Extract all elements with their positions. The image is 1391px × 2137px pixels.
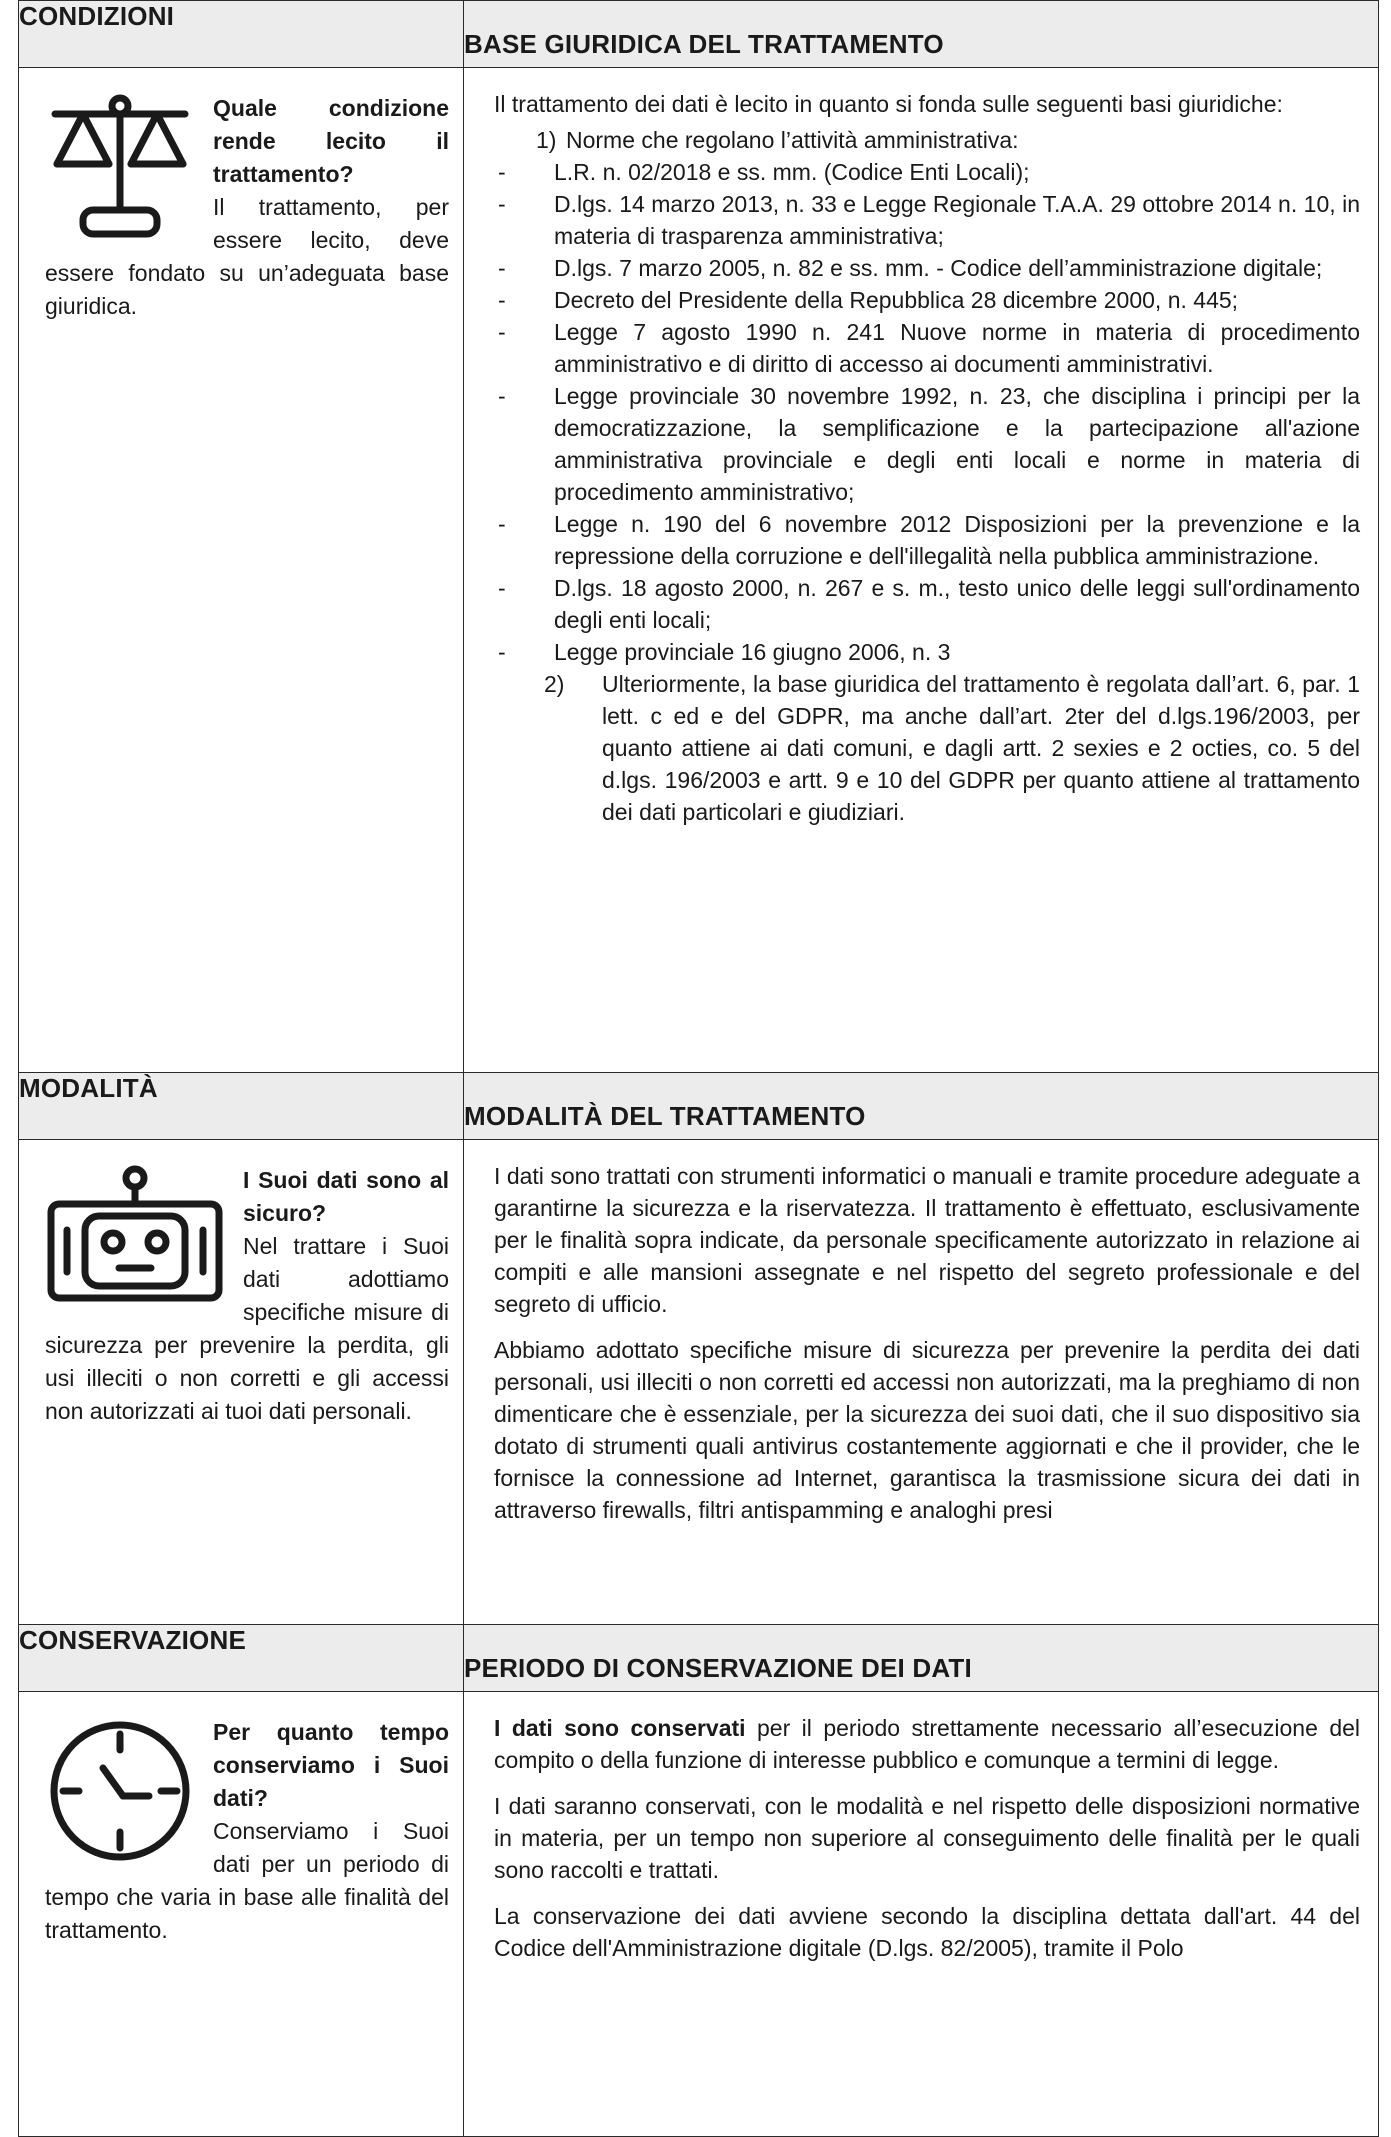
clock-icon bbox=[45, 1716, 195, 1875]
condizioni-question: Quale condizione rende lecito il trattamento? bbox=[213, 95, 449, 187]
conservazione-paragraph-1 bbox=[494, 1712, 1360, 1776]
periodo-conservazione-cell bbox=[464, 1692, 1378, 1998]
law-item: - D.lgs. 14 marzo 2013, n. 33 e Legge Regionale T.A.A. 29 ottobre 2014 n. 10, in materia di trasparenza amministrativa; bbox=[494, 188, 1360, 252]
robot-icon bbox=[45, 1164, 225, 1313]
list-number: 1) bbox=[536, 127, 557, 153]
conservazione-question: Per quanto tempo conserviamo i Suoi dati? bbox=[213, 1719, 449, 1811]
law-item: - D.lgs. 7 marzo 2005, n. 82 e ss. mm. - Codice dell’amministrazione digitale; bbox=[494, 252, 1360, 284]
list-number: 2) bbox=[544, 671, 565, 697]
conservazione-cell bbox=[19, 1692, 463, 2136]
modalita-paragraph-2: Abbiamo adottato specifiche misure di sicurezza per prevenire la perdita dei dati personali, usi illeciti o non corretti ed accessi non autorizzati, ma la preghiamo di non dimenticare che è essenziale, per la sicurezza dei suoi dati, che il suo dispositivo sia dotato di strumenti quali antivirus costantemente aggiornati e che il provider, che le fornisce la connessione ad Internet, garantisca la trasmissione sicura dei dati in attraverso firewalls, filtri antispamming e analoghi presi bbox=[494, 1337, 1360, 1523]
law-item: - L.R. n. 02/2018 e ss. mm. (Codice Enti Locali); bbox=[494, 156, 1360, 188]
condizioni-answer: Il trattamento, per essere lecito, deve essere fondato su un’adeguata base giuridica. bbox=[45, 194, 449, 319]
base-giuridica-list-2 bbox=[494, 668, 1360, 828]
conservazione-bold-lead: I dati sono conservati bbox=[494, 1715, 746, 1741]
modalita-answer: Nel trattare i Suoi dati adottiamo specifiche misure di sicurezza per prevenire la perdita, gli usi illeciti o non corretti e gli accessi non autorizzati ai tuoi dati personali. bbox=[45, 1233, 449, 1424]
list-item bbox=[494, 124, 1360, 156]
list-item bbox=[494, 668, 1360, 828]
list-item-text: Norme che regolano l’attività amministrativa: bbox=[566, 127, 1019, 153]
conservazione-paragraph-3: La conservazione dei dati avviene secondo la disciplina dettata dall'art. 44 del Codice dell'Amministrazione digitale (D.lgs. 82/2005), tramite il Polo bbox=[494, 1903, 1360, 1961]
laws-list bbox=[494, 156, 1360, 668]
header-modalita-trattamento: MODALITÀ DEL TRATTAMENTO bbox=[464, 1073, 1379, 1140]
conservazione-paragraph-1-rest: per il periodo strettamente necessario all’esecuzione del compito o della funzione di interesse pubblico e comunque a termini di legge. bbox=[494, 1715, 1361, 1773]
privacy-table bbox=[18, 0, 1379, 2137]
law-item: - Legge provinciale 16 giugno 2006, n. 3 bbox=[494, 636, 1360, 668]
law-item: - Legge n. 190 del 6 novembre 2012 Disposizioni per la prevenzione e la repressione della corruzione e dell'illegalità nella pubblica amministrazione. bbox=[494, 508, 1360, 572]
modalita-paragraph-1: I dati sono trattati con strumenti informatici o manuali e tramite procedure adeguate a garantirne la sicurezza e la riservatezza. Il trattamento è effettuato, esclusivamente per le finalità sopra indicate, da personale specificamente autorizzato in relazione ai compiti e alle mansioni assegnate e nel rispetto del segreto professionale e del segreto di ufficio. bbox=[494, 1163, 1360, 1317]
header-modalita: MODALITÀ bbox=[19, 1073, 464, 1140]
modalita-cell bbox=[19, 1140, 463, 1624]
list-item-text: Ulteriormente, la base giuridica del trattamento è regolata dall’art. 6, par. 1 lett. c ed e del GDPR, ma anche dall’art. 2ter del d.lgs.196/2003, per quanto attiene ai dati comuni, e dagli artt. 2 sexies e 2 octies, co. 5 del d.lgs. 196/2003 e artt. 9 e 10 del GDPR per quanto attiene al trattamento dei dati particolari e giudiziari. bbox=[602, 671, 1360, 825]
modalita-question: I Suoi dati sono al sicuro? bbox=[243, 1167, 449, 1226]
law-item: - Decreto del Presidente della Repubblica 28 dicembre 2000, n. 445; bbox=[494, 284, 1360, 316]
law-item: - Legge provinciale 30 novembre 1992, n. 23, che disciplina i principi per la democratizzazione, la semplificazione e la partecipazione all'azione amministrativa provinciale e degli enti locali e norme in materia di procedimento amministrativo; bbox=[494, 380, 1360, 508]
header-condizioni: CONDIZIONI bbox=[19, 1, 464, 68]
modalita-trattamento-cell bbox=[464, 1140, 1378, 1560]
law-item: - D.lgs. 18 agosto 2000, n. 267 e s. m., testo unico delle leggi sull'ordinamento degli enti locali; bbox=[494, 572, 1360, 636]
base-giuridica-cell bbox=[464, 68, 1378, 848]
document-page bbox=[18, 0, 1378, 2026]
law-item: - Legge 7 agosto 1990 n. 241 Nuove norme in materia di procedimento amministrativo e di diritto di accesso ai documenti amministrativi. bbox=[494, 316, 1360, 380]
header-base-giuridica: BASE GIURIDICA DEL TRATTAMENTO bbox=[464, 1, 1379, 68]
header-conservazione: CONSERVAZIONE bbox=[19, 1625, 464, 1692]
scales-icon bbox=[45, 92, 195, 251]
base-giuridica-list bbox=[494, 124, 1360, 156]
base-giuridica-intro: Il trattamento dei dati è lecito in quanto si fonda sulle seguenti basi giuridiche: bbox=[494, 91, 1283, 117]
conservazione-paragraph-2: I dati saranno conservati, con le modalità e nel rispetto delle disposizioni normative in materia, per un tempo non superiore al conseguimento delle finalità per le quali sono raccolti e trattati. bbox=[494, 1793, 1360, 1883]
condizioni-cell bbox=[19, 68, 463, 1072]
header-periodo-conservazione: PERIODO DI CONSERVAZIONE DEI DATI bbox=[464, 1625, 1379, 1692]
conservazione-answer: Conserviamo i Suoi dati per un periodo di tempo che varia in base alle finalità del trattamento. bbox=[45, 1818, 449, 1943]
